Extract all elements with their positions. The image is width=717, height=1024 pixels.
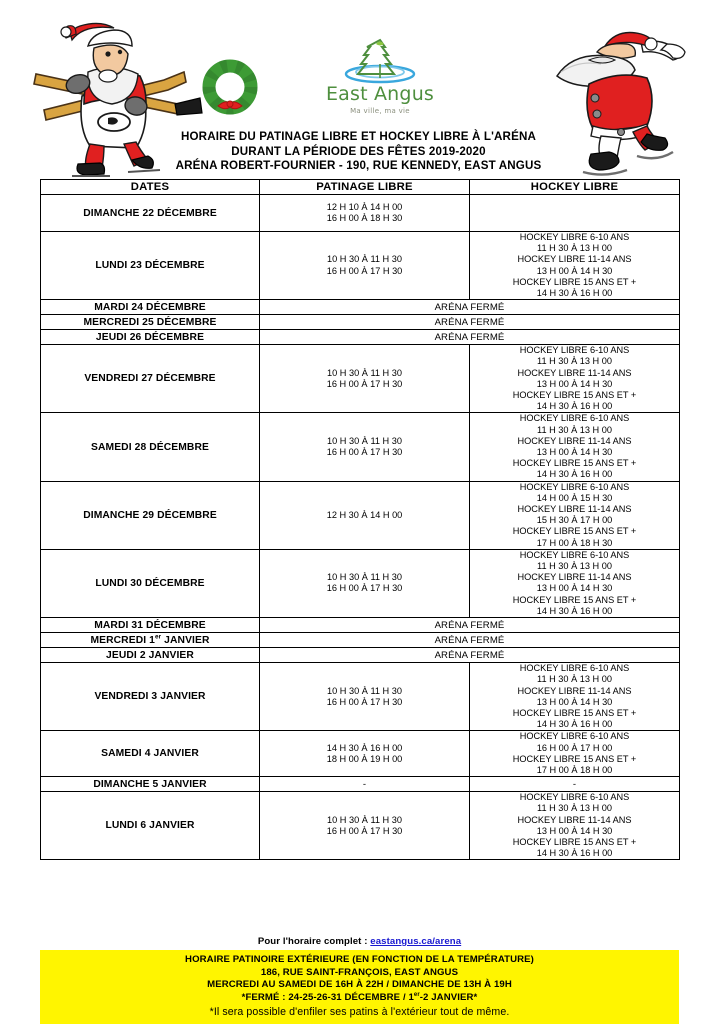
patinage-time-line: 10 H 30 À 11 H 30 bbox=[327, 435, 402, 446]
table-row bbox=[41, 648, 680, 663]
hockey-group-label: HOCKEY LIBRE 15 ANS ET + bbox=[512, 594, 637, 605]
hockey-group-label: HOCKEY LIBRE 15 ANS ET + bbox=[512, 390, 637, 401]
schedule-date-cell: DIMANCHE 5 JANVIER bbox=[41, 777, 260, 792]
hockey-group-label: HOCKEY LIBRE 15 ANS ET + bbox=[512, 276, 637, 287]
arena-closed-cell: ARÉNA FERMÉ bbox=[260, 648, 680, 663]
hockey-time-line: 13 H 00 À 14 H 30 bbox=[536, 696, 613, 707]
schedule-date-cell: JEUDI 2 JANVIER bbox=[41, 648, 260, 663]
page-footer bbox=[40, 934, 679, 1024]
outdoor-rink-title: HORAIRE PATINOIRE EXTÉRIEURE (EN FONCTION DE LA TEMPÉRATURE) bbox=[185, 954, 534, 965]
schedule-date-cell: LUNDI 6 JANVIER bbox=[41, 792, 260, 860]
hockey-time-line: 11 H 30 À 13 H 00 bbox=[537, 674, 612, 685]
patinage-libre-cell bbox=[260, 195, 470, 232]
table-row bbox=[41, 549, 680, 617]
schedule-date-cell: MERCREDI 1er JANVIER bbox=[41, 633, 260, 648]
schedule-date-cell: DIMANCHE 29 DÉCEMBRE bbox=[41, 481, 260, 549]
table-row bbox=[41, 345, 680, 413]
hockey-group-label: HOCKEY LIBRE 15 ANS ET + bbox=[512, 526, 637, 537]
hockey-libre-cell bbox=[470, 345, 680, 413]
patinage-time-line: 12 H 30 À 14 H 00 bbox=[326, 509, 403, 520]
patinage-time-line: 16 H 00 À 17 H 30 bbox=[326, 265, 403, 276]
schedule-date-cell: MARDI 24 DÉCEMBRE bbox=[41, 300, 260, 315]
table-row bbox=[41, 618, 680, 633]
schedule-date-cell: JEUDI 26 DÉCEMBRE bbox=[41, 330, 260, 345]
table-row bbox=[41, 330, 680, 345]
schedule-date-cell: LUNDI 23 DÉCEMBRE bbox=[41, 232, 260, 300]
schedule-date-cell: VENDREDI 3 JANVIER bbox=[41, 663, 260, 731]
patinage-libre-cell bbox=[260, 731, 470, 777]
arena-closed-cell: ARÉNA FERMÉ bbox=[260, 618, 680, 633]
outdoor-rink-note: *Il sera possible d'enfiler ses patins à l'extérieur tout de même. bbox=[209, 1006, 510, 1019]
schedule-table bbox=[40, 179, 680, 860]
full-schedule-prefix: Pour l'horaire complet : bbox=[257, 936, 371, 947]
patinage-libre-cell bbox=[260, 232, 470, 300]
table-row bbox=[41, 300, 680, 315]
hockey-group-label: HOCKEY LIBRE 6-10 ANS bbox=[519, 481, 630, 492]
patinage-time-line: 10 H 30 À 11 H 30 bbox=[327, 685, 402, 696]
table-header bbox=[41, 180, 680, 195]
patinage-libre-cell bbox=[260, 549, 470, 617]
hockey-time-line: 13 H 00 À 14 H 30 bbox=[536, 378, 613, 389]
table-row bbox=[41, 731, 680, 777]
hockey-time-line: 14 H 30 À 16 H 00 bbox=[536, 605, 613, 616]
title-line-3: ARÉNA ROBERT-FOURNIER - 190, RUE KENNEDY, EAST ANGUS bbox=[175, 159, 542, 172]
table-row bbox=[41, 481, 680, 549]
hockey-time-line: 17 H 00 À 18 H 30 bbox=[536, 537, 613, 548]
table-row bbox=[41, 195, 680, 232]
patinage-empty-cell: - bbox=[260, 777, 470, 792]
schedule-date-cell: LUNDI 30 DÉCEMBRE bbox=[41, 549, 260, 617]
hockey-time-line: 13 H 00 À 14 H 30 bbox=[536, 583, 613, 594]
patinage-libre-cell bbox=[260, 792, 470, 860]
patinage-time-line: 16 H 00 À 17 H 30 bbox=[326, 696, 403, 707]
schedule-date-cell: MERCREDI 25 DÉCEMBRE bbox=[41, 315, 260, 330]
outdoor-rink-highlight-box bbox=[40, 950, 679, 1024]
hockey-time-line: 13 H 00 À 14 H 30 bbox=[536, 825, 613, 836]
column-header-hockey: HOCKEY LIBRE bbox=[470, 180, 680, 195]
table-row bbox=[41, 315, 680, 330]
hockey-group-label: HOCKEY LIBRE 6-10 ANS bbox=[519, 731, 630, 742]
hockey-time-line: 14 H 00 À 15 H 30 bbox=[536, 492, 613, 503]
hockey-time-line: 11 H 30 À 13 H 00 bbox=[537, 803, 612, 814]
patinage-libre-cell bbox=[260, 663, 470, 731]
schedule-date-cell: MARDI 31 DÉCEMBRE bbox=[41, 618, 260, 633]
table-body bbox=[41, 195, 680, 860]
table-row bbox=[41, 792, 680, 860]
table-row bbox=[41, 663, 680, 731]
hockey-libre-cell bbox=[470, 195, 680, 232]
hockey-libre-cell bbox=[470, 731, 680, 777]
title-line-1: HORAIRE DU PATINAGE LIBRE ET HOCKEY LIBRE À L'ARÉNA bbox=[180, 130, 536, 143]
patinage-time-line: 18 H 00 À 19 H 00 bbox=[326, 753, 403, 764]
table-row bbox=[41, 232, 680, 300]
hockey-group-label: HOCKEY LIBRE 6-10 ANS bbox=[519, 413, 630, 424]
hockey-time-line: 14 H 30 À 16 H 00 bbox=[536, 848, 613, 859]
patinage-libre-cell bbox=[260, 345, 470, 413]
column-header-patinage: PATINAGE LIBRE bbox=[260, 180, 470, 195]
title-line-2: DURANT LA PÉRIODE DES FÊTES 2019-2020 bbox=[231, 144, 486, 158]
east-angus-logo bbox=[318, 38, 442, 124]
table-row bbox=[41, 633, 680, 648]
table-row bbox=[41, 777, 680, 792]
schedule-table-container bbox=[40, 179, 679, 860]
schedule-date-cell: SAMEDI 28 DÉCEMBRE bbox=[41, 413, 260, 481]
east-angus-tree-icon bbox=[318, 38, 442, 84]
hockey-group-label: HOCKEY LIBRE 6-10 ANS bbox=[519, 232, 630, 242]
logo-wordmark: East Angus bbox=[325, 83, 435, 105]
hockey-group-label: HOCKEY LIBRE 6-10 ANS bbox=[519, 549, 630, 560]
hockey-time-line: 14 H 30 À 16 H 00 bbox=[536, 401, 613, 412]
hockey-group-label: HOCKEY LIBRE 11-14 ANS bbox=[517, 367, 632, 378]
schedule-date-cell: VENDREDI 27 DÉCEMBRE bbox=[41, 345, 260, 413]
patinage-time-line: 16 H 00 À 17 H 30 bbox=[326, 447, 403, 458]
hockey-group-label: HOCKEY LIBRE 6-10 ANS bbox=[519, 663, 630, 674]
patinage-time-line: 10 H 30 À 11 H 30 bbox=[327, 572, 402, 583]
patinage-libre-cell bbox=[260, 481, 470, 549]
hockey-time-line: 11 H 30 À 13 H 00 bbox=[537, 424, 612, 435]
patinage-time-line: 10 H 30 À 11 H 30 bbox=[327, 814, 402, 825]
patinage-time-line: 10 H 30 À 11 H 30 bbox=[327, 254, 402, 265]
page-header bbox=[0, 0, 717, 178]
schedule-date-cell: DIMANCHE 22 DÉCEMBRE bbox=[41, 195, 260, 232]
hockey-time-line: 13 H 00 À 14 H 30 bbox=[536, 447, 613, 458]
hockey-group-label: HOCKEY LIBRE 11-14 ANS bbox=[517, 435, 632, 446]
hockey-time-line: 13 H 00 À 14 H 30 bbox=[536, 265, 613, 276]
hockey-group-label: HOCKEY LIBRE 15 ANS ET + bbox=[512, 458, 637, 469]
hockey-time-line: 15 H 30 À 17 H 00 bbox=[536, 515, 613, 526]
hockey-time-line: 11 H 30 À 13 H 00 bbox=[537, 356, 612, 367]
hockey-group-label: HOCKEY LIBRE 11-14 ANS bbox=[517, 685, 632, 696]
arena-closed-cell: ARÉNA FERMÉ bbox=[260, 315, 680, 330]
hockey-libre-cell bbox=[470, 663, 680, 731]
hockey-time-line: 17 H 00 À 18 H 00 bbox=[536, 764, 613, 775]
patinage-time-line: 12 H 10 À 14 H 00 bbox=[326, 201, 403, 212]
hockey-time-line: 14 H 30 À 16 H 00 bbox=[536, 288, 613, 299]
hockey-libre-cell bbox=[470, 413, 680, 481]
arena-closed-cell: ARÉNA FERMÉ bbox=[260, 330, 680, 345]
hockey-group-label: HOCKEY LIBRE 11-14 ANS bbox=[517, 504, 632, 515]
patinage-time-line: 16 H 00 À 17 H 30 bbox=[326, 825, 403, 836]
hockey-libre-cell bbox=[470, 481, 680, 549]
arena-closed-cell: ARÉNA FERMÉ bbox=[260, 300, 680, 315]
table-header-row bbox=[41, 180, 680, 195]
arena-schedule-link[interactable]: eastangus.ca/arena bbox=[370, 936, 462, 947]
page-title bbox=[0, 130, 717, 174]
column-header-dates: DATES bbox=[41, 180, 260, 195]
hockey-group-label: HOCKEY LIBRE 11-14 ANS bbox=[517, 814, 632, 825]
hockey-time-line: 14 H 30 À 16 H 00 bbox=[536, 469, 613, 480]
hockey-group-label: HOCKEY LIBRE 15 ANS ET + bbox=[512, 707, 637, 718]
hockey-group-label: HOCKEY LIBRE 6-10 ANS bbox=[519, 792, 630, 803]
hockey-time-line: 11 H 30 À 13 H 00 bbox=[537, 561, 612, 572]
hockey-group-label: HOCKEY LIBRE 15 ANS ET + bbox=[512, 753, 637, 764]
hockey-group-label: HOCKEY LIBRE 11-14 ANS bbox=[517, 572, 632, 583]
hockey-libre-cell bbox=[470, 232, 680, 300]
hockey-group-label: HOCKEY LIBRE 15 ANS ET + bbox=[512, 836, 637, 847]
hockey-group-label: HOCKEY LIBRE 6-10 ANS bbox=[519, 345, 630, 356]
outdoor-rink-hours: MERCREDI AU SAMEDI DE 16H À 22H / DIMANCHE DE 13H À 19H bbox=[207, 979, 512, 991]
full-schedule-line bbox=[40, 934, 679, 950]
table-row bbox=[41, 413, 680, 481]
patinage-time-line: 10 H 30 À 11 H 30 bbox=[327, 367, 402, 378]
hockey-time-line: 11 H 30 À 13 H 00 bbox=[537, 243, 612, 254]
patinage-time-line: 16 H 00 À 17 H 30 bbox=[326, 583, 403, 594]
patinage-time-line: 16 H 00 À 18 H 30 bbox=[326, 213, 403, 223]
outdoor-rink-closed-dates: *FERMÉ : 24-25-26-31 DÉCEMBRE / 1er-2 JANVIER* bbox=[241, 991, 478, 1003]
christmas-wreath-icon bbox=[198, 58, 262, 122]
hockey-group-label: HOCKEY LIBRE 11-14 ANS bbox=[517, 254, 632, 265]
hockey-time-line: 14 H 30 À 16 H 00 bbox=[536, 719, 613, 730]
hockey-libre-cell bbox=[470, 549, 680, 617]
patinage-time-line: 16 H 00 À 17 H 30 bbox=[326, 378, 403, 389]
patinage-time-line: 14 H 30 À 16 H 00 bbox=[326, 742, 403, 753]
schedule-date-cell: SAMEDI 4 JANVIER bbox=[41, 731, 260, 777]
logo-tagline: Ma ville, ma vie bbox=[350, 106, 410, 115]
patinage-libre-cell bbox=[260, 413, 470, 481]
hockey-empty-cell: - bbox=[470, 777, 680, 792]
hockey-libre-cell bbox=[470, 792, 680, 860]
outdoor-rink-address: 186, RUE SAINT-FRANÇOIS, EAST ANGUS bbox=[260, 966, 459, 978]
arena-closed-cell: ARÉNA FERMÉ bbox=[260, 633, 680, 648]
hockey-time-line: 16 H 00 À 17 H 00 bbox=[536, 742, 613, 753]
